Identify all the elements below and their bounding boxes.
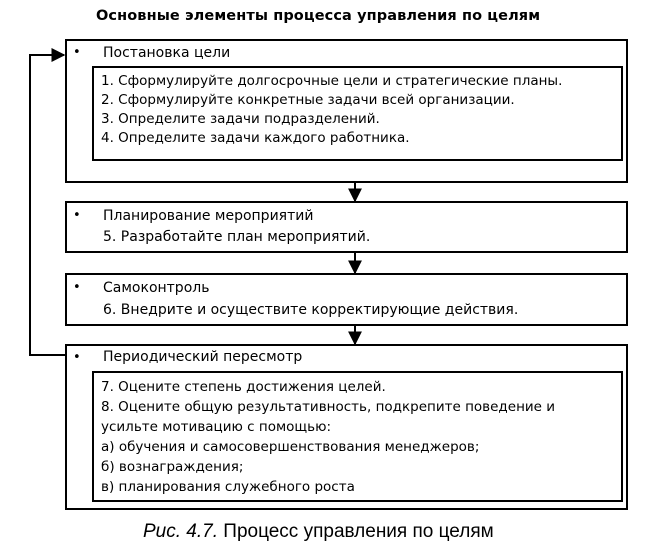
step-text: б) вознаграждения; xyxy=(101,459,244,475)
step-text: а) обучения и самосовершенствования менеджеров; xyxy=(101,439,480,455)
step-text: 8. Оцените общую результативность, подкрепите поведение и xyxy=(101,399,556,415)
bullet-icon: • xyxy=(73,280,81,295)
step-text: 3. Определите задачи подразделений. xyxy=(101,111,380,127)
steps-box xyxy=(92,371,623,502)
stage-heading: Постановка цели xyxy=(103,45,231,61)
step-text: 5. Разработайте план мероприятий. xyxy=(103,229,371,245)
step-text: 4. Определите задачи каждого работника. xyxy=(101,130,410,146)
step-text: усильте мотивацию с помощью: xyxy=(101,419,331,435)
figure-label: Рис. 4.7. xyxy=(143,521,218,542)
bullet-icon: • xyxy=(73,208,81,223)
stage-heading: Планирование мероприятий xyxy=(103,208,314,224)
step-text: 6. Внедрите и осуществите корректирующие действия. xyxy=(103,302,519,318)
steps-box xyxy=(92,66,623,161)
figure-caption xyxy=(143,521,494,543)
step-text: в) планирования служебного роста xyxy=(101,479,355,495)
stage-self-control xyxy=(65,273,628,326)
step-text: 2. Сформулируйте конкретные задачи всей организации. xyxy=(101,92,515,108)
stage-activity-planning xyxy=(65,201,628,253)
feedback-loop-arrow xyxy=(30,55,65,355)
stage-goal-setting xyxy=(65,39,628,183)
step-text: 1. Сформулируйте долгосрочные цели и стратегические планы. xyxy=(101,73,563,89)
diagram-title: Основные элементы процесса управления по целям xyxy=(96,8,541,24)
bullet-icon: • xyxy=(73,350,81,365)
stage-heading: Периодический пересмотр xyxy=(103,349,303,365)
step-text: 7. Оцените степень достижения целей. xyxy=(101,379,386,395)
caption-text: Процесс управления по целям xyxy=(223,521,494,542)
stage-periodic-review xyxy=(65,344,628,510)
bullet-icon: • xyxy=(73,45,81,60)
stage-heading: Самоконтроль xyxy=(103,280,210,296)
